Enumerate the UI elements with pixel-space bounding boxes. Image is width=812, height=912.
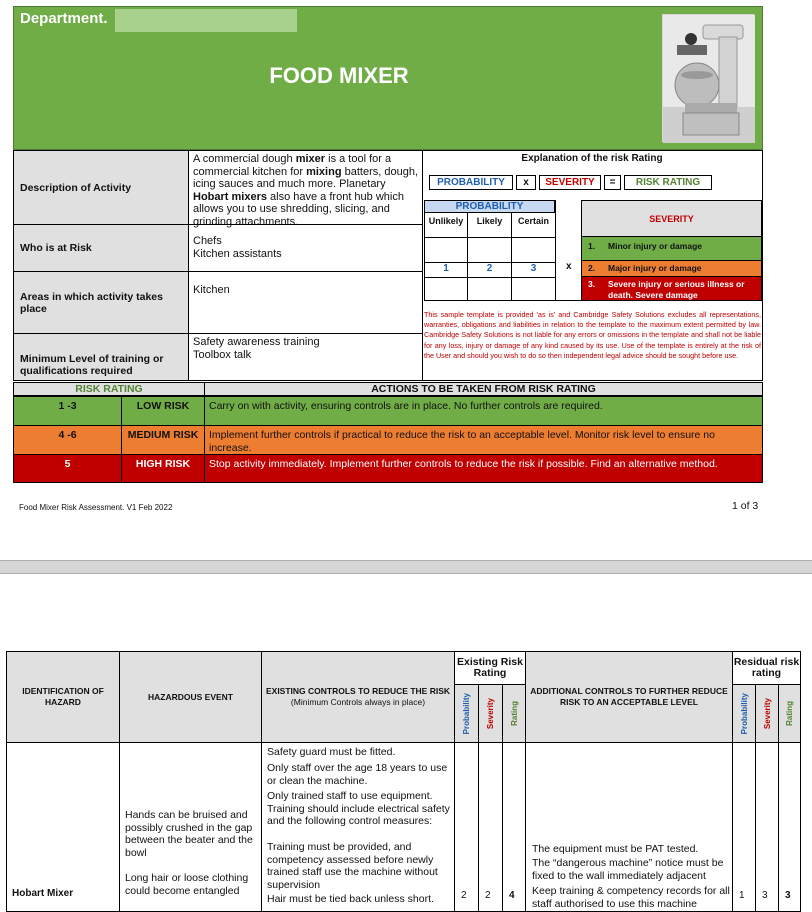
risk-rating-header: RISK RATING: [13, 382, 205, 396]
training-line-2: Toolbox talk: [193, 348, 252, 361]
col-event-header: HAZARDOUS EVENT: [119, 651, 262, 743]
existing-prob-cell: 2: [454, 742, 479, 912]
who-line-1: Chefs: [193, 235, 222, 247]
prob-col-certain: Certain: [511, 212, 556, 238]
event-text-1: Hands can be bruised and possibly crushed in the gap between the beater and the bowl: [125, 809, 253, 859]
description-run: mixer: [295, 153, 326, 165]
residual-rating-col-header: Rating: [778, 684, 801, 743]
hazard-name: Hobart Mixer: [12, 888, 74, 899]
prob-col-unlikely: Unlikely: [424, 212, 468, 238]
severity-row-2: 2. Major injury or damage: [581, 260, 762, 277]
control-2: Only staff over the age 18 years to use or clean the machine.: [267, 762, 448, 787]
training-value: [188, 333, 423, 381]
control-1: Safety guard must be fitted.: [267, 746, 396, 758]
footer-doc-name: Food Mixer Risk Assessment. V1 Feb 2022: [19, 503, 173, 512]
risk-level: HIGH RISK: [122, 455, 205, 482]
hazard-cell: [6, 742, 120, 912]
prob-col-likely: Likely: [467, 212, 512, 238]
control-5: Hair must be tied back unless short.: [267, 893, 434, 905]
existing-sev-header: Severity: [478, 684, 503, 743]
risk-level: MEDIUM RISK: [122, 426, 205, 454]
severity-header: SEVERITY: [581, 200, 762, 237]
prob-blank: [511, 237, 556, 263]
col-hazard-header: IDENTIFICATION OF HAZARD: [6, 651, 120, 743]
event-text-2: Long hair or loose clothing could become entangled: [125, 872, 249, 897]
additional-3: Keep training & competency records for all staff authorised to use this machine: [532, 885, 730, 910]
additional-2: The “dangerous machine” notice must be fixed to the wall immediately adjacent: [532, 857, 724, 882]
header-banner: [13, 6, 763, 150]
prob-blank: [511, 277, 556, 301]
who-at-risk-value: [188, 224, 423, 272]
prob-num-2: 2: [467, 262, 512, 278]
risk-action: Implement further controls if practical to reduce the risk to an acceptable level. Monitor risk level to ensure no increase.: [209, 429, 715, 454]
residual-sev-cell: 3: [755, 742, 779, 912]
times-column: [555, 200, 582, 301]
existing-rating-col-header: Rating: [502, 684, 526, 743]
additional-1: The equipment must be PAT tested.: [532, 843, 699, 855]
event-cell: [119, 742, 262, 912]
areas-label: Areas in which activity takes place: [13, 271, 189, 334]
explanation-title: Explanation of the risk Rating: [521, 153, 663, 164]
description-run: mixing: [306, 165, 342, 178]
col-existing-controls-header: [261, 651, 455, 743]
additional-cell: [525, 742, 733, 912]
department-input[interactable]: [115, 9, 297, 32]
prob-num-1: 1: [424, 262, 468, 278]
description-run: Hobart mixers: [193, 190, 267, 203]
who-at-risk-label: Who is at Risk: [13, 224, 189, 272]
prob-blank: [467, 237, 512, 263]
description-run: batters, dough, icing sauces and much more. Planetary: [193, 165, 418, 190]
training-label: Minimum Level of training or qualifications required: [13, 333, 189, 381]
description-run: also have a front hub which allows you to use shredding, slicing, and grinding attachments.: [193, 190, 404, 228]
col-additional-header: ADDITIONAL CONTROLS TO FURTHER REDUCE RISK TO AN ACCEPTABLE LEVEL: [525, 651, 733, 743]
control-3: Only trained staff to use equipment. Training should include electrical safety and the following control measures:: [267, 790, 450, 827]
existing-prob-header: Probability: [454, 684, 479, 743]
page-separator: [0, 560, 812, 574]
formula-times: x: [516, 175, 536, 190]
description-label: Description of Activity: [13, 150, 189, 225]
description-text: [188, 150, 423, 228]
prob-blank: [424, 237, 468, 263]
training-line-1: Safety awareness training: [193, 336, 320, 348]
times-symbol: x: [566, 261, 572, 272]
page-title: FOOD MIXER: [269, 63, 409, 88]
prob-blank: [467, 277, 512, 301]
department-label: Department.: [20, 10, 108, 27]
risk-row-high: [13, 454, 763, 483]
prob-num-3: 3: [511, 262, 556, 278]
risk-row-medium: [13, 425, 763, 455]
residual-rating-header: Residual risk rating: [732, 651, 801, 685]
footer-page-number: 1 of 3: [732, 500, 759, 512]
disclaimer-text: This sample template is provided 'as is' and Cambridge Safety Solutions excludes all representations, warranties, obligations and liabilities in relation to the template to the maximum extent permitted by law. Cambridge Safety Solutions is not liable for any errors or omissions in the template and shall not be liable for any loss, injury or damage of any kind caused by its use. Use of the template is entirely at the risk of the User and should you wish to do so then independent legal advice should be sought before use.: [424, 310, 761, 360]
risk-action: Carry on with activity, ensuring controls are in place. No further controls are required.: [209, 400, 603, 412]
risk-row-low: [13, 396, 763, 426]
existing-controls-subtitle: (Minimum Controls always in place): [290, 697, 426, 707]
risk-action: Stop activity immediately. Implement further controls to reduce the risk if possible. Find an alternative method.: [209, 458, 718, 470]
description-run: is a tool for a commercial kitchen for: [193, 153, 392, 178]
risk-range: 1 -3: [14, 397, 122, 425]
existing-sev-cell: 2: [478, 742, 503, 912]
severity-row-1: 1. Minor injury or damage: [581, 236, 762, 261]
controls-cell: [261, 742, 455, 912]
existing-controls-title: EXISTING CONTROLS TO REDUCE THE RISK: [265, 686, 451, 696]
risk-range: 5: [14, 455, 122, 482]
areas-value: Kitchen: [188, 271, 423, 334]
residual-prob-header: Probability: [732, 684, 756, 743]
food-mixer-photo: [662, 14, 754, 142]
formula-severity: SEVERITY: [539, 175, 601, 190]
description-run: A commercial dough: [193, 153, 296, 165]
prob-blank: [424, 277, 468, 301]
who-line-2: Kitchen assistants: [193, 247, 282, 260]
risk-range: 4 -6: [14, 426, 122, 454]
probability-header: PROBABILITY: [424, 200, 555, 213]
formula-probability: PROBABILITY: [429, 175, 513, 190]
severity-row-3: 3. Severe injury or serious illness or death. Severe damage: [581, 276, 762, 301]
formula-equals: =: [604, 175, 621, 190]
residual-prob-cell: 1: [732, 742, 756, 912]
risk-level: LOW RISK: [122, 397, 205, 425]
existing-rating-header: Existing Risk Rating: [454, 651, 526, 685]
formula-risk-rating: RISK RATING: [624, 175, 712, 190]
control-4: Training must be provided, and competency assessed before newly trained staff use the machine without supervision: [267, 841, 438, 891]
actions-header: ACTIONS TO BE TAKEN FROM RISK RATING: [204, 382, 763, 396]
residual-rating-cell: 3: [778, 742, 801, 912]
residual-sev-header: Severity: [755, 684, 779, 743]
existing-rating-cell: 4: [502, 742, 526, 912]
